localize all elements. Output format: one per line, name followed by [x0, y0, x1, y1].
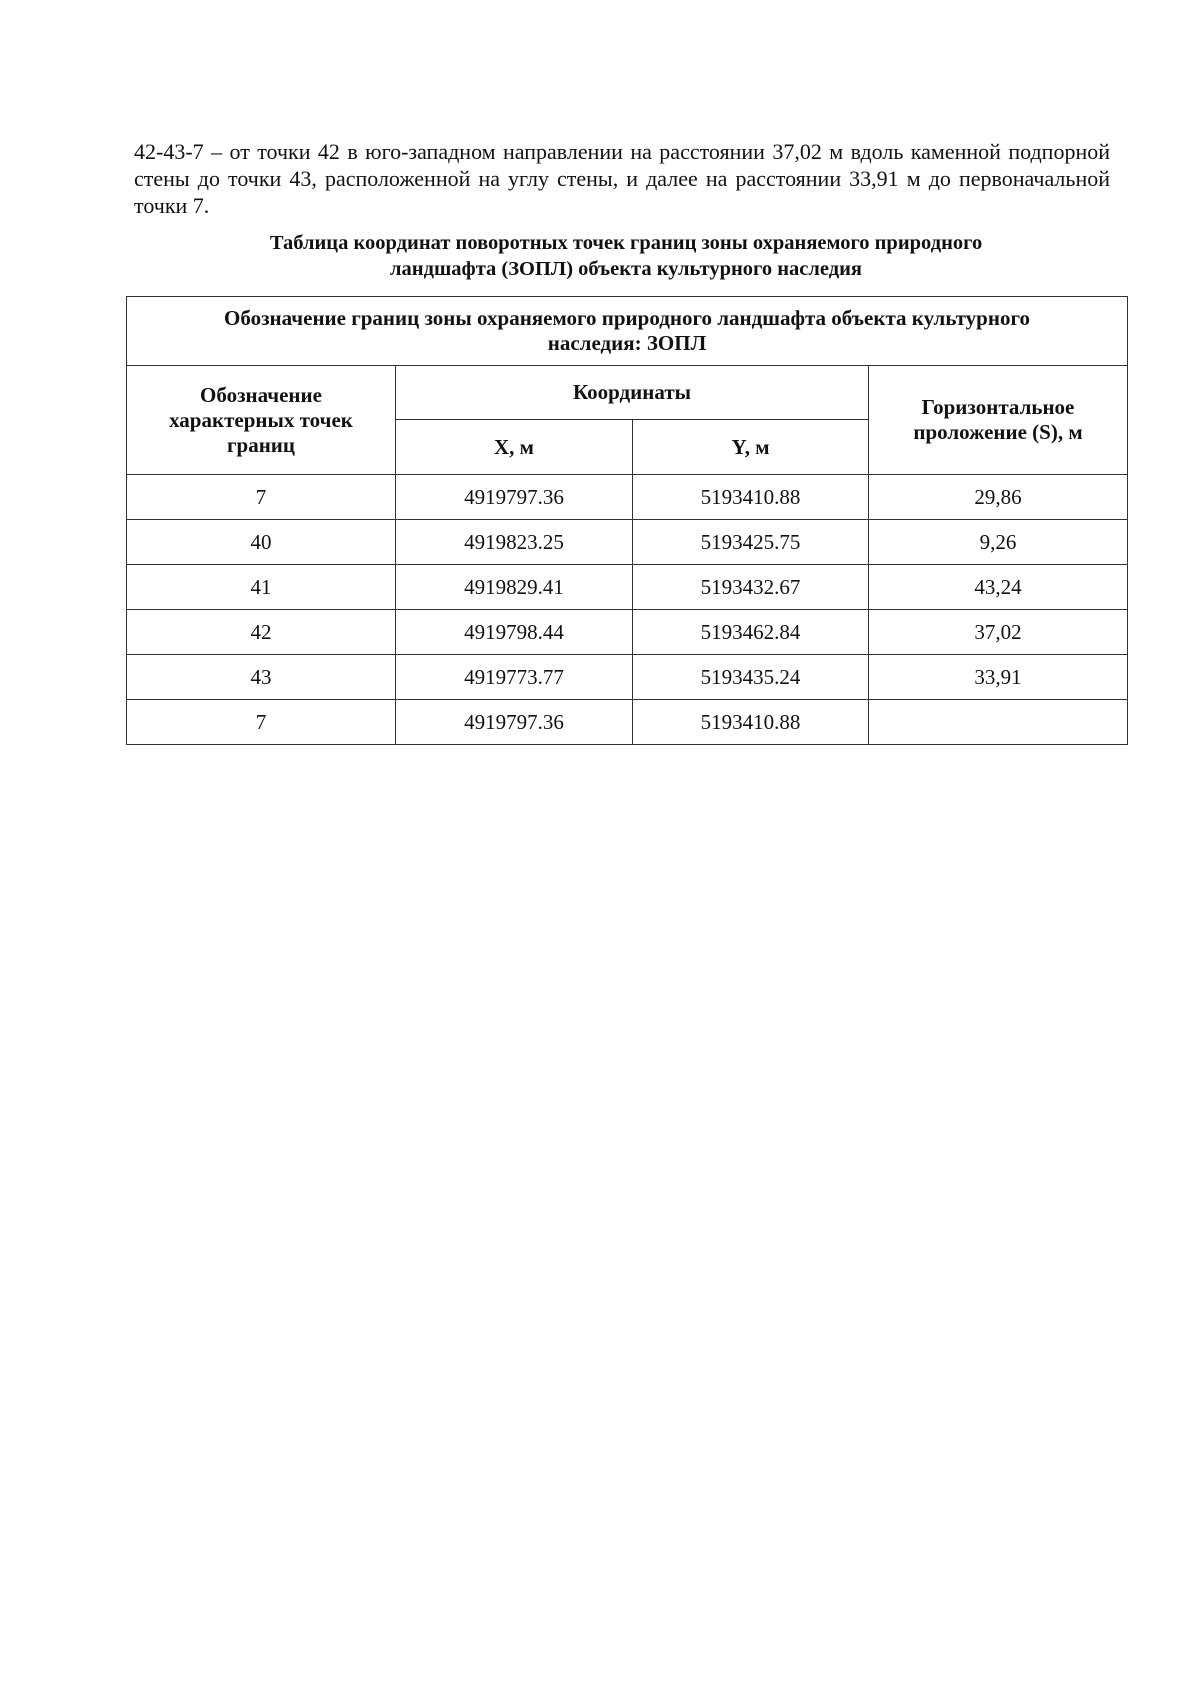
cell-y: 5193462.84: [633, 610, 869, 655]
header-horizontal-distance: [869, 366, 1128, 475]
table-row: [127, 610, 1128, 655]
cell-distance: 9,26: [869, 520, 1128, 565]
header-coordinates: Координаты: [396, 366, 869, 420]
header-distance-line-1: Горизонтальное: [921, 395, 1075, 419]
cell-y: 5193432.67: [633, 565, 869, 610]
cell-x: 4919773.77: [396, 655, 633, 700]
cell-distance: 37,02: [869, 610, 1128, 655]
table-caption-line-1: Обозначение границ зоны охраняемого природного ландшафта объекта культурного: [224, 306, 1030, 330]
cell-point: 7: [127, 475, 396, 520]
cell-x: 4919797.36: [396, 700, 633, 745]
header-y: Y, м: [633, 420, 869, 475]
table-row: [127, 700, 1128, 745]
cell-point: 7: [127, 700, 396, 745]
cell-x: 4919829.41: [396, 565, 633, 610]
table-title-line-2: ландшафта (ЗОПЛ) объекта культурного наследия: [390, 258, 862, 280]
cell-point: 40: [127, 520, 396, 565]
table-title: [126, 230, 1126, 282]
coordinates-table: [126, 296, 1128, 745]
table-row: [127, 520, 1128, 565]
cell-point: 43: [127, 655, 396, 700]
header-point-line-3: границ: [226, 432, 295, 457]
cell-y: 5193410.88: [633, 475, 869, 520]
cell-point: 42: [127, 610, 396, 655]
cell-distance: [869, 700, 1128, 745]
header-point-designation: [127, 366, 396, 475]
header-distance-line-2: проложение (S), м: [913, 420, 1083, 444]
cell-y: 5193425.75: [633, 520, 869, 565]
header-point-line-1: Обозначение: [200, 382, 322, 407]
table-title-line-1: Таблица координат поворотных точек границ зоны охраняемого природного: [269, 232, 983, 254]
header-x: X, м: [396, 420, 633, 475]
cell-distance: 29,86: [869, 475, 1128, 520]
table-caption-line-2: наследия: ЗОПЛ: [547, 331, 707, 355]
cell-x: 4919823.25: [396, 520, 633, 565]
table-caption: [127, 297, 1128, 366]
table-row: [127, 655, 1128, 700]
cell-y: 5193410.88: [633, 700, 869, 745]
cell-distance: 43,24: [869, 565, 1128, 610]
header-point-line-2: характерных точек: [169, 407, 353, 432]
table-row: [127, 565, 1128, 610]
cell-y: 5193435.24: [633, 655, 869, 700]
cell-x: 4919798.44: [396, 610, 633, 655]
table-row: [127, 475, 1128, 520]
cell-x: 4919797.36: [396, 475, 633, 520]
cell-distance: 33,91: [869, 655, 1128, 700]
intro-paragraph: 42-43-7 – от точки 42 в юго-западном направлении на расстоянии 37,02 м вдоль каменной подпорной стены до точки 43, расположенной на углу стены, и далее на расстоянии 33,91 м до первоначальной точки 7.: [134, 139, 1110, 218]
cell-point: 41: [127, 565, 396, 610]
